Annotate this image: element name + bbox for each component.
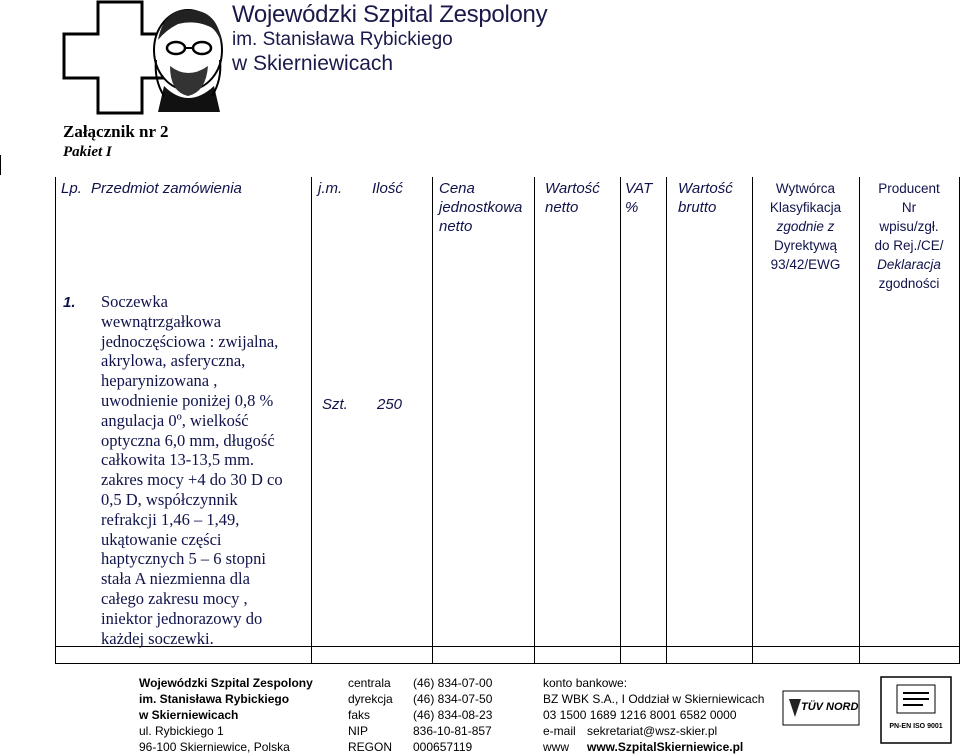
column-divider bbox=[432, 177, 433, 664]
header-vat: VAT % bbox=[625, 180, 653, 216]
header-manufacturer: Wytwórca Klasyfikacja zgodnie z Dyrektywą 93/42/EWG bbox=[769, 181, 842, 272]
tuv-nord-logo: TÜV NORD bbox=[769, 669, 873, 749]
annex-heading bbox=[63, 122, 168, 162]
column-divider bbox=[311, 177, 312, 664]
header-producer: Producent Nr wpisu/zgł. do Rej./CE/ Deklaracja zgodności bbox=[874, 181, 944, 291]
header-gross-value: Wartość brutto bbox=[678, 180, 733, 216]
margin-mark bbox=[0, 155, 1, 175]
table-border-left bbox=[55, 177, 56, 664]
footer-bank: konto bankowe: BZ WBK S.A., I Oddział w Skierniewicach 03 1500 1689 1216 8001 6582 0000 bbox=[543, 676, 765, 722]
column-divider bbox=[620, 177, 621, 664]
package-label: Pakiet I bbox=[63, 144, 112, 160]
header-unit-price: Cena jednostkowa netto bbox=[439, 180, 523, 235]
footer-web-labels: e-mail www bbox=[543, 724, 576, 754]
footer-id-labels: NIP REGON bbox=[348, 724, 393, 754]
footer-email-link[interactable]: sekretariat@wsz-skier.pl bbox=[587, 724, 718, 738]
table-border-bottom bbox=[55, 663, 960, 664]
row-number: 1. bbox=[63, 294, 76, 311]
hospital-name-line3: w Skierniewicach bbox=[232, 52, 394, 75]
iso-certificate-badge: PN-EN ISO 9001 bbox=[877, 669, 955, 749]
header-item: Przedmiot zamówienia bbox=[91, 180, 242, 197]
unit-value: Szt. bbox=[322, 396, 348, 413]
footer-web-values bbox=[587, 723, 743, 755]
header-lp: Lp. bbox=[61, 180, 82, 197]
quantity-value: 250 bbox=[377, 396, 403, 413]
hospital-name-line2: im. Stanisława Rybickiego bbox=[232, 29, 453, 50]
footer-id-values: 836-10-81-857 000657119 bbox=[413, 724, 492, 754]
footer-contact-labels: centrala dyrekcja faks bbox=[348, 676, 393, 722]
order-table bbox=[55, 177, 960, 664]
footer-address: ul. Rybickiego 1 96-100 Skierniewice, Polska bbox=[139, 724, 290, 754]
footer-contact-values: (46) 834-07-00 (46) 834-07-50 (46) 834-08-23 bbox=[413, 676, 493, 722]
column-divider bbox=[666, 177, 667, 664]
item-description: Soczewka wewnątrzgałkowa jednoczęściowa : zwijalna, akrylowa, asferyczna, heparynizowana , uwodnienie poniżej 0,8 % angulacja 0º, wielkość optyczna 6,0 mm, długość całkowita 13-13,5 mm. zakres mocy +4 do 30 D co 0,5 D, współczynnik refrakcji 1,46 – 1,49, ukątowanie części haptycznych 5 – 6 stopni stała A niezmienna dla całego zakresu mocy , iniektor jednorazowy do każdej soczewki. bbox=[101, 292, 283, 648]
column-divider bbox=[534, 177, 535, 664]
hospital-name-line1: Wojewódzki Szpital Zespolony bbox=[232, 1, 548, 28]
header-net-value: Wartość netto bbox=[545, 180, 600, 216]
hospital-logo bbox=[60, 0, 236, 115]
header-qty: Ilość bbox=[372, 180, 403, 197]
footer-hospital-name: Wojewódzki Szpital Zespolony im. Stanisława Rybickiego w Skierniewicach bbox=[139, 676, 313, 722]
header-unit: j.m. bbox=[318, 180, 343, 197]
footer-www-link[interactable]: www.SzpitalSkierniewice.pl bbox=[587, 740, 744, 754]
hospital-name-header bbox=[232, 2, 552, 77]
annex-title: Załącznik nr 2 bbox=[63, 122, 169, 141]
